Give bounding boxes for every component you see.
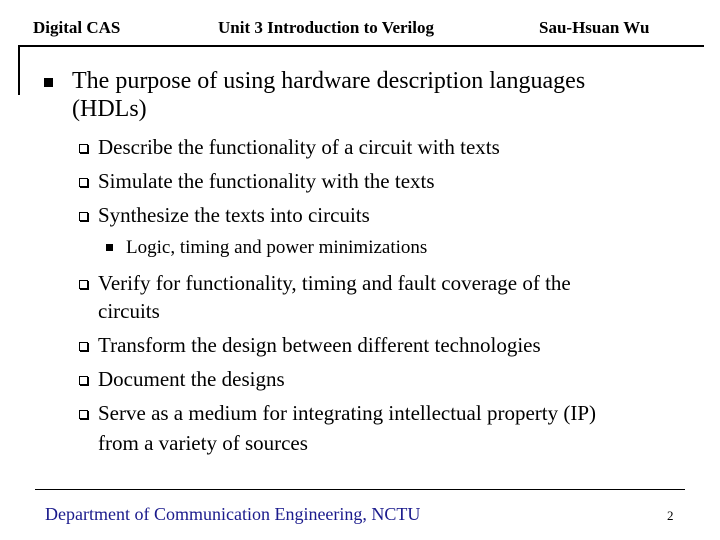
footer-divider [35,489,685,490]
left-frame-line [18,45,20,95]
sub-point: Describe the functionality of a circuit with texts [98,135,500,159]
header-divider [18,45,704,47]
sub-point: Document the designs [98,367,285,391]
hollow-square-bullet-icon [79,410,88,419]
sub-point: Simulate the functionality with the texts [98,169,435,193]
square-bullet-icon [44,78,53,87]
department-name: Department of Communication Engineering, NCTU [45,504,421,524]
hollow-square-bullet-icon [79,212,88,221]
hollow-square-bullet-icon [79,280,88,289]
sub-point-line2: from a variety of sources [98,431,308,455]
main-point-line2: (HDLs) [72,96,147,122]
hollow-square-bullet-icon [79,342,88,351]
sub-point: Transform the design between different technologies [98,333,541,357]
unit-title: Unit 3 Introduction to Verilog [218,18,434,37]
main-point-line1: The purpose of using hardware description languages [72,68,586,94]
nested-point: Logic, timing and power minimizations [126,237,428,258]
sub-point: Synthesize the texts into circuits [98,203,370,227]
hollow-square-bullet-icon [79,376,88,385]
page-number: 2 [667,508,674,523]
square-bullet-icon [106,244,113,251]
course-title: Digital CAS [33,18,121,37]
sub-point-line1: Serve as a medium for integrating intellectual property (IP) [98,401,597,425]
sub-point-line1: Verify for functionality, timing and fault coverage of the [98,271,571,295]
hollow-square-bullet-icon [79,144,88,153]
author-name: Sau-Hsuan Wu [539,18,650,37]
hollow-square-bullet-icon [79,178,88,187]
sub-point-line2: circuits [98,299,160,323]
